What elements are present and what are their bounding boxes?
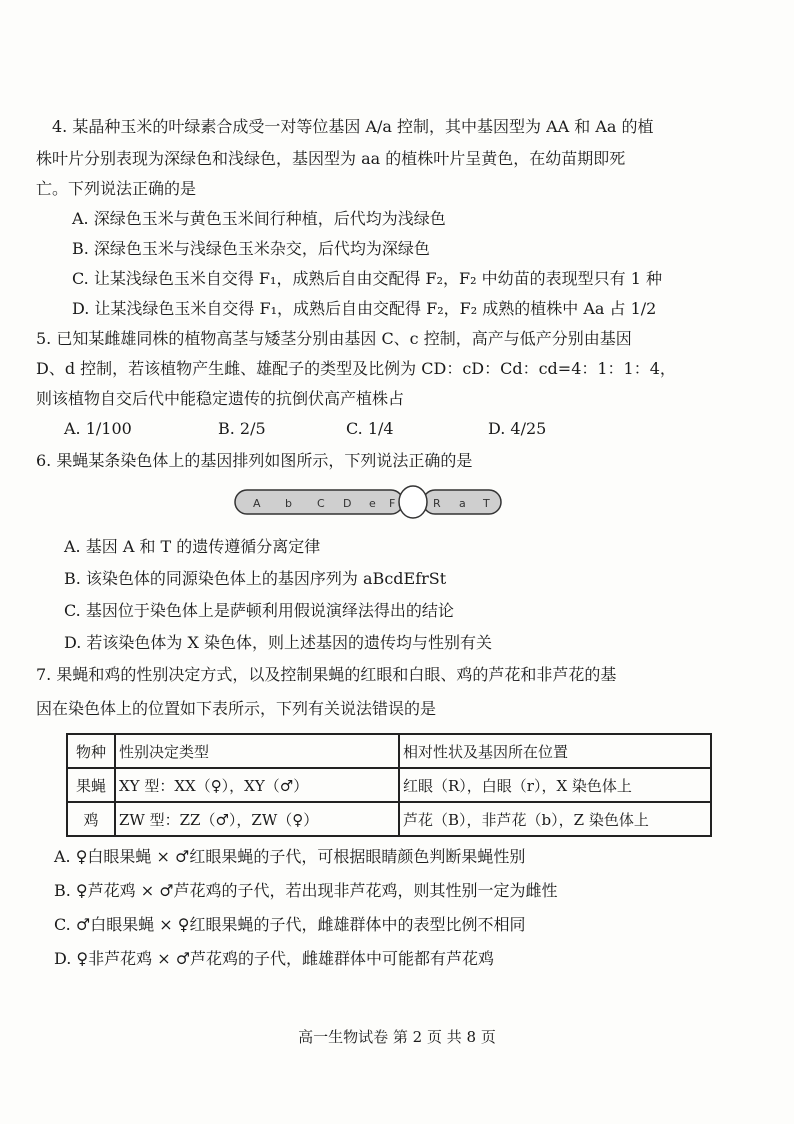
q6-option-a: A. 基因 A 和 T 的遗传遵循分离定律 <box>64 537 321 556</box>
gene-label: C <box>317 497 325 510</box>
gene-label: F <box>389 497 396 510</box>
q7-option-d: D. ♀非芦花鸡 × ♂芦花鸡的子代，雌雄群体中可能都有芦花鸡 <box>54 949 495 968</box>
gene-label: b <box>285 497 292 510</box>
q4-option-b: B. 深绿色玉米与浅绿色玉米杂交，后代均为深绿色 <box>72 239 430 258</box>
gene-label: D <box>343 497 352 510</box>
table-cell: XY 型：XX（♀），XY（♂） <box>115 768 399 802</box>
q4-option-c: C. 让某浅绿色玉米自交得 F₁，成熟后自由交配得 F₂，F₂ 中幼苗的表现型只有 1 种 <box>72 269 663 288</box>
q6-option-c: C. 基因位于染色体上是萨顿利用假说演绎法得出的结论 <box>64 601 454 620</box>
q5-stem-line-1: 5. 已知某雌雄同株的植物高茎与矮茎分别由基因 C、c 控制，高产与低产分别由基因 <box>36 329 632 348</box>
table-header-cell: 性别决定类型 <box>115 734 399 768</box>
gene-label: a <box>459 497 466 510</box>
q4-option-d: D. 让某浅绿色玉米自交得 F₁，成熟后自由交配得 F₂，F₂ 成熟的植株中 Aa 占 1/2 <box>72 299 657 318</box>
q5-stem-line-2: D、d 控制，若该植物产生雌、雄配子的类型及比例为 CD：cD：Cd：cd=4：1：1：4， <box>36 359 676 378</box>
table-row <box>67 802 711 836</box>
table-cell: ZW 型：ZZ（♂），ZW（♀） <box>115 802 399 836</box>
q7-option-a: A. ♀白眼果蝇 × ♂红眼果蝇的子代，可根据眼睛颜色判断果蝇性别 <box>54 847 526 866</box>
centromere <box>399 486 427 518</box>
table-row <box>67 768 711 802</box>
sex-determination-table <box>66 733 712 837</box>
gene-label: T <box>483 497 490 510</box>
table-header-cell: 相对性状及基因所在位置 <box>399 734 711 768</box>
table-cell: 芦花（B），非芦花（b），Z 染色体上 <box>399 802 711 836</box>
chromosome-figure <box>233 484 505 520</box>
gene-label: e <box>369 497 376 510</box>
q5-option-a: A. 1/100 <box>64 419 132 438</box>
table-cell: 果蝇 <box>67 768 115 802</box>
q7-stem-line-2: 因在染色体上的位置如下表所示，下列有关说法错误的是 <box>36 699 437 718</box>
q5-stem-line-3: 则该植物自交后代中能稳定遗传的抗倒伏高产植株占 <box>36 389 405 408</box>
gene-label: R <box>433 497 441 510</box>
q4-stem-line-2: 株叶片分别表现为深绿色和浅绿色，基因型为 aa 的植株叶片呈黄色，在幼苗期即死 <box>36 149 626 168</box>
page-footer: 高一生物试卷 第 2 页 共 8 页 <box>298 1028 496 1046</box>
q4-stem-line-3: 亡。下列说法正确的是 <box>36 179 197 198</box>
q4-option-a: A. 深绿色玉米与黄色玉米间行种植，后代均为浅绿色 <box>72 209 446 228</box>
q5-option-c: C. 1/4 <box>346 419 394 438</box>
q5-option-d: D. 4/25 <box>488 419 547 438</box>
q5-option-b: B. 2/5 <box>218 419 266 438</box>
q7-stem-line-1: 7. 果蝇和鸡的性别决定方式，以及控制果蝇的红眼和白眼、鸡的芦花和非芦花的基 <box>36 665 617 684</box>
q6-option-d: D. 若该染色体为 X 染色体，则上述基因的遗传均与性别有关 <box>64 633 492 652</box>
q7-option-b: B. ♀芦花鸡 × ♂芦花鸡的子代，若出现非芦花鸡，则其性别一定为雌性 <box>54 881 558 900</box>
table-header-cell: 物种 <box>67 734 115 768</box>
q4-stem-line-1: 4. 某晶种玉米的叶绿素合成受一对等位基因 A/a 控制，其中基因型为 AA 和 Aa 的植 <box>52 117 654 136</box>
gene-label: A <box>253 497 261 510</box>
table-cell: 鸡 <box>67 802 115 836</box>
q7-option-c: C. ♂白眼果蝇 × ♀红眼果蝇的子代，雌雄群体中的表型比例不相同 <box>54 915 526 934</box>
q6-option-b: B. 该染色体的同源染色体上的基因序列为 aBcdEfrSt <box>64 569 447 588</box>
table-header-row <box>67 734 711 768</box>
q6-stem: 6. 果蝇某条染色体上的基因排列如图所示，下列说法正确的是 <box>36 451 473 470</box>
table-cell: 红眼（R），白眼（r），X 染色体上 <box>399 768 711 802</box>
